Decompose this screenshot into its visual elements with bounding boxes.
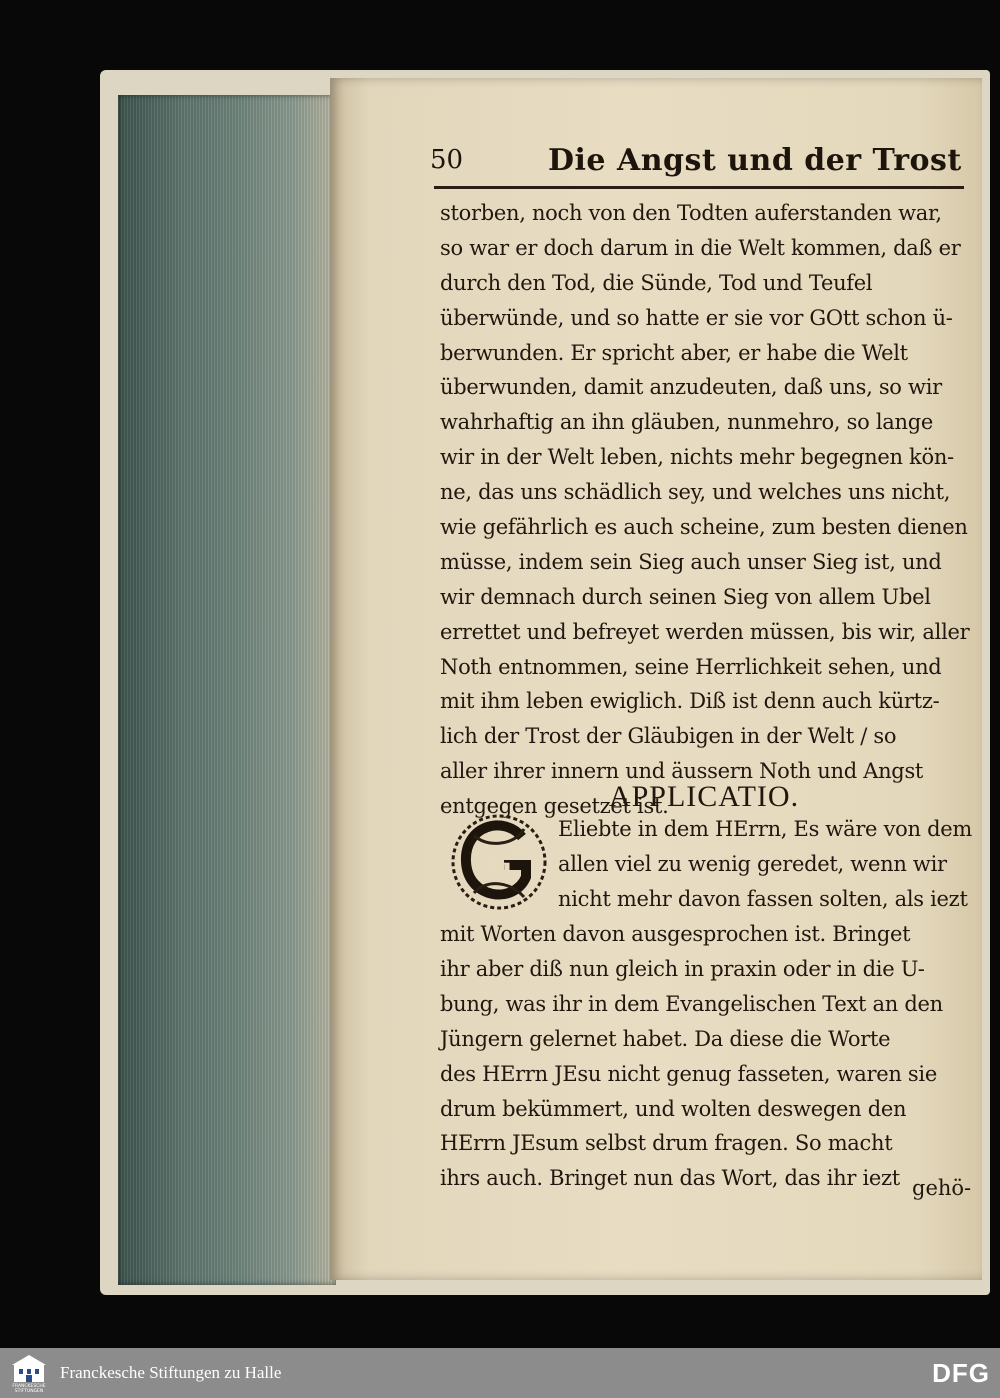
applicatio-lines-beside-initial [558,812,970,917]
decorated-initial [444,807,554,917]
text-line: ihrs auch. Bringet nun das Wort, das ihr iezt [440,1166,900,1191]
running-title: Die Angst und der Trost [548,143,962,178]
catchword: gehö- [912,1176,972,1200]
text-line: bung, was ihr in dem Evangelischen Text an den [440,991,943,1016]
text-line: Noth entnommen, seine Herrlichkeit sehen, und [440,654,942,679]
text-line: entgegen gesetzet ist. [440,794,669,819]
text-line: Eliebte in dem HErrn, Es wäre von dem [558,817,972,841]
text-line: des HErrn JEsu nicht genug fasseten, waren sie [440,1061,937,1086]
applicatio-paragraph [440,917,968,1196]
text-line: errettet und befreyet werden müssen, bis wir, aller [440,619,970,644]
text-line: müsse, indem sein Sieg auch unser Sieg ist, und [440,549,942,574]
text-line: überwunden, damit anzudeuten, daß uns, so wir [440,375,942,400]
text-line: storben, noch von den Todten auferstanden war, [440,201,942,225]
text-line: drum bekümmert, und wolten deswegen den [440,1096,907,1121]
text-line: so war er doch darum in die Welt kommen, daß er [440,235,961,260]
text-line: mit ihm leben ewiglich. Diß ist denn auch kürtz- [440,689,940,714]
viewer-footer [0,1348,1000,1398]
logo-caption: FRANCKESCHE STIFTUNGEN [12,1384,46,1394]
page-number: 50 [430,145,464,175]
text-line: wir demnach durch seinen Sieg von allem Ubel [440,584,931,609]
text-line: wahrhaftig an ihn gläuben, nunmehro, so lange [440,410,933,435]
section-heading: APPLICATIO. [608,780,800,813]
text-line: allen viel zu wenig geredet, wenn wir [558,851,947,876]
francke-logo[interactable] [6,1352,52,1396]
text-line: HErrn JEsum selbst drum fragen. So macht [440,1131,893,1156]
page-edges [118,95,336,1285]
text-line: wir in der Welt leben, nichts mehr begegnen kön- [440,445,954,470]
text-line: ne, das uns schädlich sey, und welches uns nicht, [440,480,951,505]
text-line: berwunden. Er spricht aber, er habe die Welt [440,340,908,365]
text-line: wie gefährlich es auch scheine, zum besten dienen [440,515,968,540]
text-line: aller ihrer innern und äussern Noth und Angst [440,759,924,784]
main-paragraph [440,196,968,824]
text-line: nicht mehr davon fassen solten, als iezt [558,886,968,911]
running-head [430,145,970,185]
text-line: Jüngern gelernet habet. Da diese die Worte [440,1026,891,1051]
ornament-initial-icon [444,807,554,917]
initial-letter: G [486,846,512,881]
head-rule [434,186,964,189]
institution-link[interactable]: Franckesche Stiftungen zu Halle [60,1363,282,1382]
dfg-logo[interactable]: DFG [932,1358,990,1388]
text-line: überwünde, und so hatte er sie vor GOtt schon ü- [440,305,953,330]
text-line: durch den Tod, die Sünde, Tod und Teufel [440,270,873,295]
text-line: mit Worten davon ausgesprochen ist. Bringet [440,922,911,946]
building-icon [6,1352,52,1384]
text-line: ihr aber diß nun gleich in praxin oder in die U- [440,956,925,981]
text-line: lich der Trost der Gläubigen in der Welt / so [440,724,897,749]
